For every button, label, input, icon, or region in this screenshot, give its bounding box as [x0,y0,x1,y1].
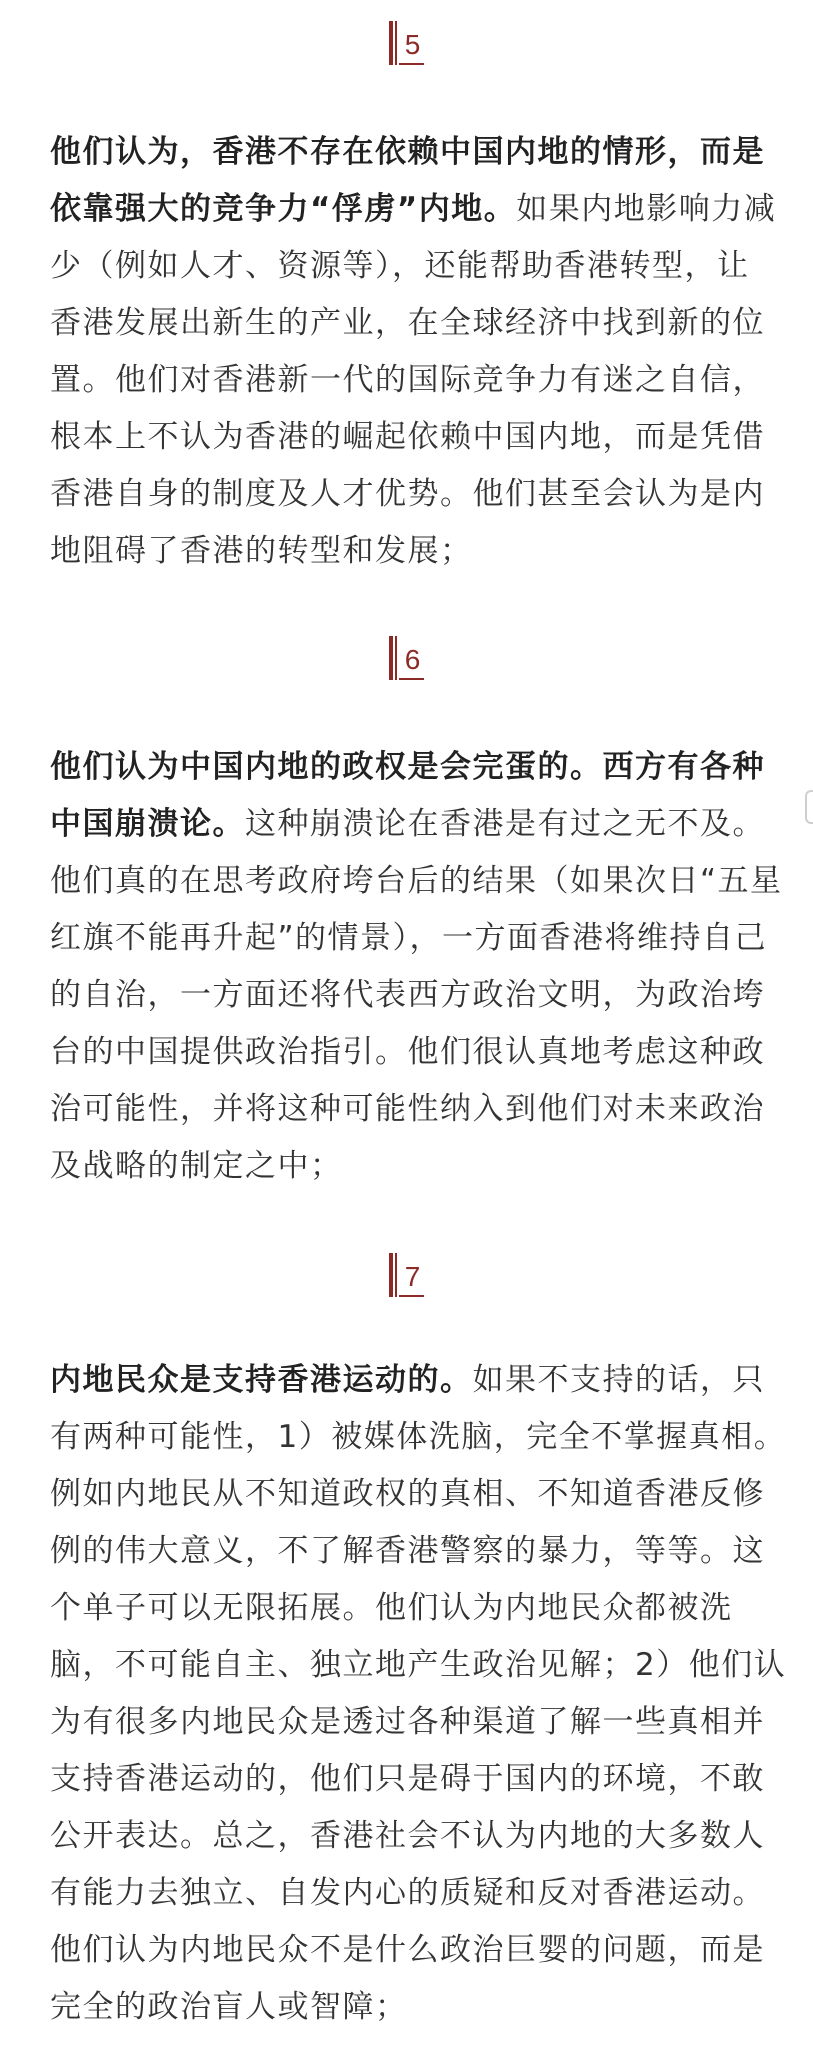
body-text: 地阻碍了香港的转型和发展； [50,533,473,569]
text-line [50,466,770,523]
section-6-number: 6 [399,638,425,680]
text-line [50,1979,770,2036]
text-line [50,295,770,352]
text-line [50,1138,770,1195]
section-5-marker [0,18,813,68]
body-text: 香港自身的制度及人才优势。他们甚至会认为是内 [50,476,765,512]
marker-bar-thin [395,1253,397,1297]
text-line [50,739,770,796]
body-text: 有能力去独立、自发内心的质疑和反对香港运动。 [50,1875,765,1911]
bold-text: 中国崩溃论。 [50,806,245,842]
body-text: 如果不支持的话，只 [472,1362,765,1398]
section-7-number: 7 [399,1255,425,1297]
body-text: 完全的政治盲人或智障； [50,1989,408,2025]
body-text: 他们真的在思考政府垮台后的结果（如果次日“五星 [50,863,783,899]
body-text: 少（例如人才、资源等），还能帮助香港转型，让 [50,248,750,284]
text-line [50,853,783,910]
marker-bar-thin [395,21,397,65]
bold-text: 他们认为，香港不存在依赖中国内地的情形，而是 [50,134,765,170]
text-line [50,1580,770,1637]
text-line [50,1865,770,1922]
bold-text: 依靠强大的竞争力“俘虏”内地。 [50,191,517,227]
marker-bar-thin [395,636,397,680]
text-line [50,1409,787,1466]
section-5-paragraph [50,124,777,580]
body-text: 这种崩溃论在香港是有过之无不及。 [245,806,765,842]
body-text: 台的中国提供政治指引。他们很认真地考虑这种政 [50,1034,765,1070]
body-text: 脑，不可能自主、独立地产生政治见解；2）他们认 [50,1647,787,1683]
body-text: 他们认为内地民众不是什么政治巨婴的问题，而是 [50,1932,765,1968]
text-line [50,181,777,238]
text-line [50,967,770,1024]
marker-bar [389,21,393,65]
marker-bar [389,1253,393,1297]
text-line [50,1466,770,1523]
body-text: 个单子可以无限拓展。他们认为内地民众都被洗 [50,1590,733,1626]
body-text: 如果内地影响力减 [516,191,777,227]
body-text: 置。他们对香港新一代的国际竞争力有迷之自信， [50,362,765,398]
text-line [50,1637,787,1694]
body-text: 例的伟大意义，不了解香港警察的暴力，等等。这 [50,1533,765,1569]
body-text: 例如内地民从不知道政权的真相、不知道香港反修 [50,1476,765,1512]
bold-text: 他们认为中国内地的政权是会完蛋的。西方有各种 [50,749,765,785]
text-line [50,1694,770,1751]
body-text: 的自治，一方面还将代表西方政治文明，为政治垮 [50,977,765,1013]
text-line [50,523,770,580]
section-6-paragraph [50,739,783,1195]
text-line [50,1922,770,1979]
text-line [50,910,770,967]
text-line [50,1081,770,1138]
section-7-paragraph [50,1352,787,2036]
section-6-marker [0,633,813,683]
body-text: 治可能性，并将这种可能性纳入到他们对未来政治 [50,1091,765,1127]
text-line [50,1024,770,1081]
body-text: 及战略的制定之中； [50,1148,343,1184]
scroll-edge-indicator[interactable] [805,790,813,824]
body-text: 红旗不能再升起”的情景），一方面香港将维持自己 [50,920,768,956]
body-text: 香港发展出新生的产业，在全球经济中找到新的位 [50,305,765,341]
text-line [50,352,770,409]
text-line [50,1808,770,1865]
text-line [50,238,770,295]
text-line [50,409,770,466]
text-line [50,1751,770,1808]
bold-text: 内地民众是支持香港运动的。 [50,1362,473,1398]
text-line [50,1523,770,1580]
text-line [50,796,770,853]
body-text: 有两种可能性，1）被媒体洗脑，完全不掌握真相。 [50,1419,787,1455]
body-text: 根本上不认为香港的崛起依赖中国内地，而是凭借 [50,419,765,455]
body-text: 为有很多内地民众是透过各种渠道了解一些真相并 [50,1704,765,1740]
text-line [50,124,770,181]
marker-bar [389,636,393,680]
section-5-number: 5 [399,23,425,65]
body-text: 公开表达。总之，香港社会不认为内地的大多数人 [50,1818,765,1854]
section-7-marker [0,1250,813,1300]
body-text: 支持香港运动的，他们只是碍于国内的环境，不敢 [50,1761,765,1797]
text-line [50,1352,770,1409]
